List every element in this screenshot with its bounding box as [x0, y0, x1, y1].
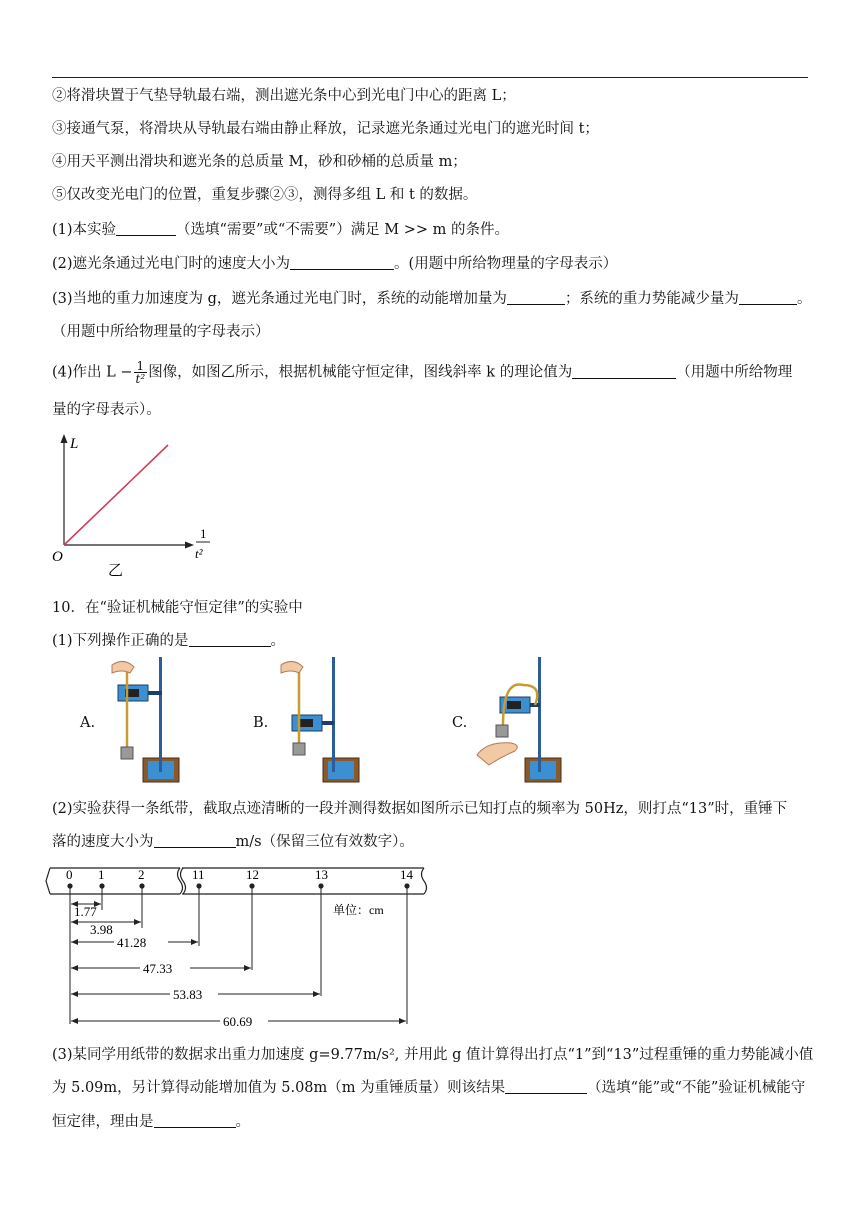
answer-blank[interactable]: [154, 832, 236, 848]
point-label-12: 12: [246, 867, 259, 882]
unit-label: 单位：cm: [333, 903, 384, 917]
question-10: 10．在“验证机械能守恒定律”的实验中: [52, 600, 303, 616]
step-4: ④用天平测出滑块和遮光条的总质量 M，砂和砂桶的总质量 m；: [52, 154, 467, 170]
option-b-apparatus: [275, 655, 365, 785]
answer-blank[interactable]: [507, 289, 565, 305]
option-c-label: C.: [452, 715, 468, 731]
weight: [121, 747, 133, 759]
distance-12: 47.33: [143, 961, 173, 976]
x-label-num: 1: [200, 526, 207, 541]
answer-blank[interactable]: [572, 363, 676, 379]
origin-label: O: [52, 549, 63, 565]
question-4: (4)作出 L − $\frac{1}{\text{t²}}$ 图像，如图乙所示，根据机械能守恒定律，图线斜率 k 的理论值为 （用题中所给物理: [52, 359, 793, 386]
distance-14: 60.69: [223, 1014, 253, 1029]
question-10-1: (1)下列操作正确的是 。: [52, 633, 286, 649]
point-labels: [66, 867, 414, 882]
question-10-3-end: 恒定律，理由是 。: [52, 1114, 250, 1130]
x-axis-arrow: [185, 542, 194, 549]
option-a-apparatus: [98, 655, 188, 785]
question-2: (2)遮光条通过光电门时的速度大小为 。(用题中所给物理量的字母表示）: [52, 256, 618, 272]
question-10-3: (3)某同学用纸带的数据求出重力加速度 g=9.77m/s², 并用此 g 值计算得出打点“1”到“13”过程重锤的重力势能减小值: [52, 1047, 814, 1063]
answer-blank[interactable]: [189, 631, 271, 647]
tape-dots: [67, 883, 409, 888]
answer-blank[interactable]: [116, 220, 176, 236]
point-label-1: 1: [98, 867, 105, 882]
graph-line: [64, 445, 168, 545]
distance-2: 3.98: [90, 922, 113, 937]
question-1: (1)本实验 （选填“需要”或“不需要”）满足 M >> m 的条件。: [52, 222, 510, 238]
answer-blank[interactable]: [154, 1112, 236, 1128]
point-label-14: 14: [400, 867, 413, 882]
option-a-label: A.: [80, 715, 96, 731]
l-vs-inverse-t2-graph: [50, 430, 220, 580]
y-axis-arrow: [61, 434, 68, 443]
question-4-cont: 量的字母表示）。: [52, 402, 161, 418]
dimension-arrows: [71, 904, 406, 1021]
option-b-label: B.: [253, 715, 269, 731]
point-label-0: 0: [66, 867, 73, 882]
question-3: (3)当地的重力加速度为 g，遮光条通过光电门时，系统的动能增加量为 ；系统的重力势能减少量为 。: [52, 291, 812, 307]
option-c-apparatus: [475, 655, 575, 785]
top-rule: [52, 77, 808, 78]
paper-tape-diagram: [40, 862, 440, 1032]
point-label-11: 11: [192, 867, 205, 882]
point-label-2: 2: [138, 867, 145, 882]
distance-1: 1.77: [74, 904, 97, 919]
stand-rod: [159, 657, 162, 772]
step-3: ③接通气泵，将滑块从导轨最右端由静止释放，记录遮光条通过光电门的遮光时间 t；: [52, 121, 599, 137]
point-label-13: 13: [315, 867, 328, 882]
answer-blank[interactable]: [739, 289, 797, 305]
step-2: ②将滑块置于气垫导轨最右端，测出遮光条中心到光电门中心的距离 L；: [52, 88, 516, 104]
graph-caption: 乙: [108, 563, 124, 579]
inverse-t-squared: $\frac{1}{\text{t²}}$: [135, 359, 146, 386]
x-label-den: t²: [195, 546, 203, 561]
answer-blank[interactable]: [290, 254, 394, 270]
answer-blank[interactable]: [505, 1078, 587, 1094]
distance-11: 41.28: [117, 935, 147, 950]
distance-13: 53.83: [173, 987, 203, 1002]
question-3-note: （用题中所给物理量的字母表示）: [52, 324, 270, 340]
question-10-2-cont: 落的速度大小为 m/s（保留三位有效数字）。: [52, 834, 414, 850]
question-10-2: (2)实验获得一条纸带，截取点迹清晰的一段并测得数据如图所示已知打点的频率为 50Hz，则打点“13”时，重锤下: [52, 801, 788, 817]
step-5: ⑤仅改变光电门的位置，重复步骤②③，测得多组 L 和 t 的数据。: [52, 187, 478, 203]
y-label: L: [70, 436, 79, 452]
question-10-3-cont: 为 5.09m，另计算得动能增加值为 5.08m（m 为重锤质量）则该结果 （选填“能”或“不能”验证机械能守: [52, 1080, 806, 1096]
hand: [112, 661, 134, 673]
